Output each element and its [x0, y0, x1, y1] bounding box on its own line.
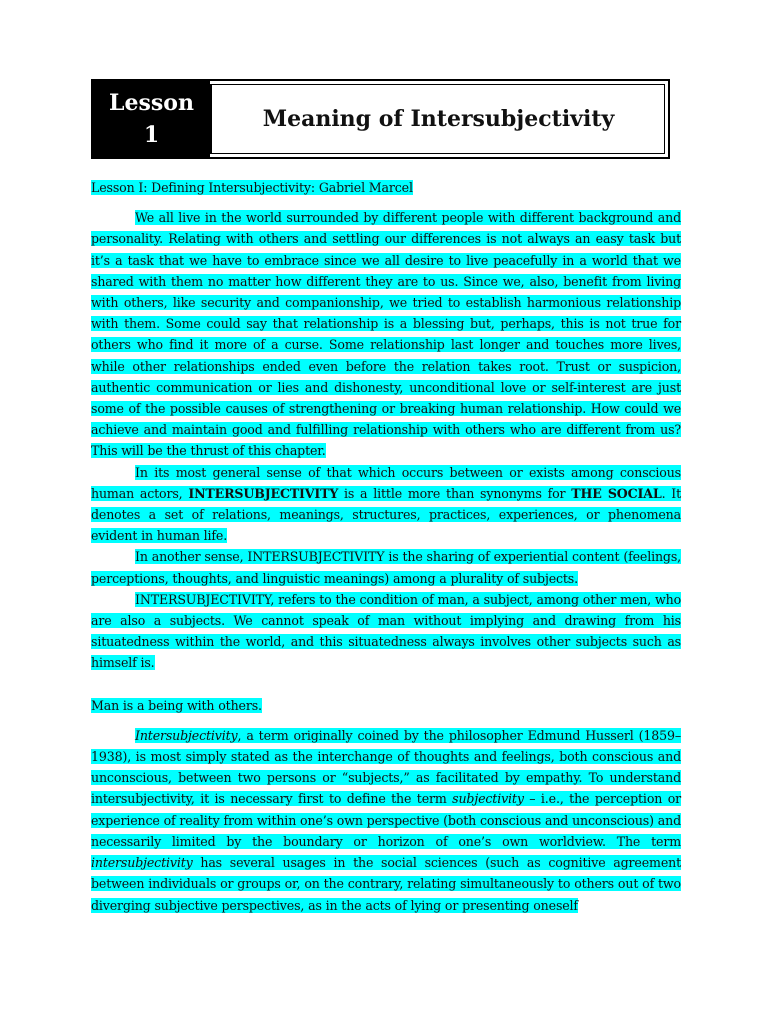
intersubjectivity-italic-2: intersubjectivity	[91, 855, 193, 871]
paragraph-5-part2: – i.e., the perception or experience of reality from within one’s own perspective (both conscious and unconscious) and necessarily limited by the boundary or horizon of one’s own worldview. The term	[91, 791, 681, 849]
paragraph-3	[91, 546, 681, 588]
intersubjectivity-italic: Intersubjectivity	[135, 727, 238, 743]
lesson-title-box	[210, 84, 665, 154]
paragraph-2-text	[91, 465, 681, 544]
the-social-bold: THE SOCIAL	[571, 485, 662, 501]
paragraph-2-mid: is a little more than synonyms for	[338, 485, 572, 501]
paragraph-2-pre: In its most general sense of that which occurs between or exists among conscious human actors,	[91, 464, 681, 501]
lesson-label-box	[93, 81, 210, 157]
lesson-title: Meaning of Intersubjectivity	[262, 106, 615, 132]
lesson-word: Lesson	[109, 90, 194, 116]
section-heading	[91, 177, 681, 198]
paragraph-2	[91, 462, 681, 547]
paragraph-5-part1: , a term originally coined by the philosopher Edmund Husserl (1859–1938), is most simply stated as the interchange of thoughts and feelings, both conscious and unconscious, between two persons or “subjects,” as facilitated by empathy. To understand intersubjectivity, it is necessary first to define the term	[91, 727, 681, 807]
paragraph-3-text: In another sense, INTERSUBJECTIVITY is the sharing of experiential content (feelings, perceptions, thoughts, and linguistic meanings) among a plurality of subjects.	[91, 549, 681, 586]
paragraph-1	[91, 207, 681, 461]
paragraph-2-post: . It denotes a set of relations, meanings, structures, practices, experiences, or phenomena evident in human life.	[91, 485, 681, 544]
subheading	[91, 695, 681, 716]
subjectivity-italic: subjectivity	[452, 791, 524, 807]
paragraph-5-part3: has several usages in the social sciences (such as cognitive agreement between individuals or groups or, on the contrary, relating simultaneously to others out of two diverging subjective perspectives, as in the acts of lying or presenting oneself	[91, 855, 681, 913]
lesson-number: 1	[143, 122, 160, 148]
paragraph-1-text: We all live in the world surrounded by different people with different background and personality. Relating with others and settling our differences is not always an easy task but it’s a task that we have to embrace since we all desire to live peacefully in a world that we shared with them no matter how different they are to us. Since we, also, benefit from living with others, like security and companionship, we tried to establish harmonious relationship with them. Some could say that relationship is a blessing but, perhaps, this is not true for others who find it more of a curse. Some relationship last longer and touches more lives, while other relationships ended even before the relation takes root. Trust or suspicion, authentic communication or lies and dishonesty, unconditional love or self-interest are just some of the possible causes of strengthening or breaking human relationship. How could we achieve and maintain good and fulfilling relationship with others who are different from us? This will be the thrust of this chapter.	[91, 210, 681, 459]
paragraph-4-text: INTERSUBJECTIVITY, refers to the condition of man, a subject, among other men, who are also a subjects. We cannot speak of man without implying and drawing from his situatedness within the world, and this situatedness always involves other subjects such as himself is.	[91, 591, 681, 671]
paragraph-5	[91, 725, 681, 916]
lesson-banner	[91, 79, 670, 159]
document-body	[91, 177, 681, 916]
paragraph-4	[91, 589, 681, 674]
subheading-text: Man is a being with others.	[91, 697, 262, 713]
intersubjectivity-bold: INTERSUBJECTIVITY	[188, 485, 339, 501]
section-heading-text: Lesson I: Defining Intersubjectivity: Gabriel Marcel	[91, 180, 413, 195]
paragraph-5-text	[91, 728, 681, 913]
